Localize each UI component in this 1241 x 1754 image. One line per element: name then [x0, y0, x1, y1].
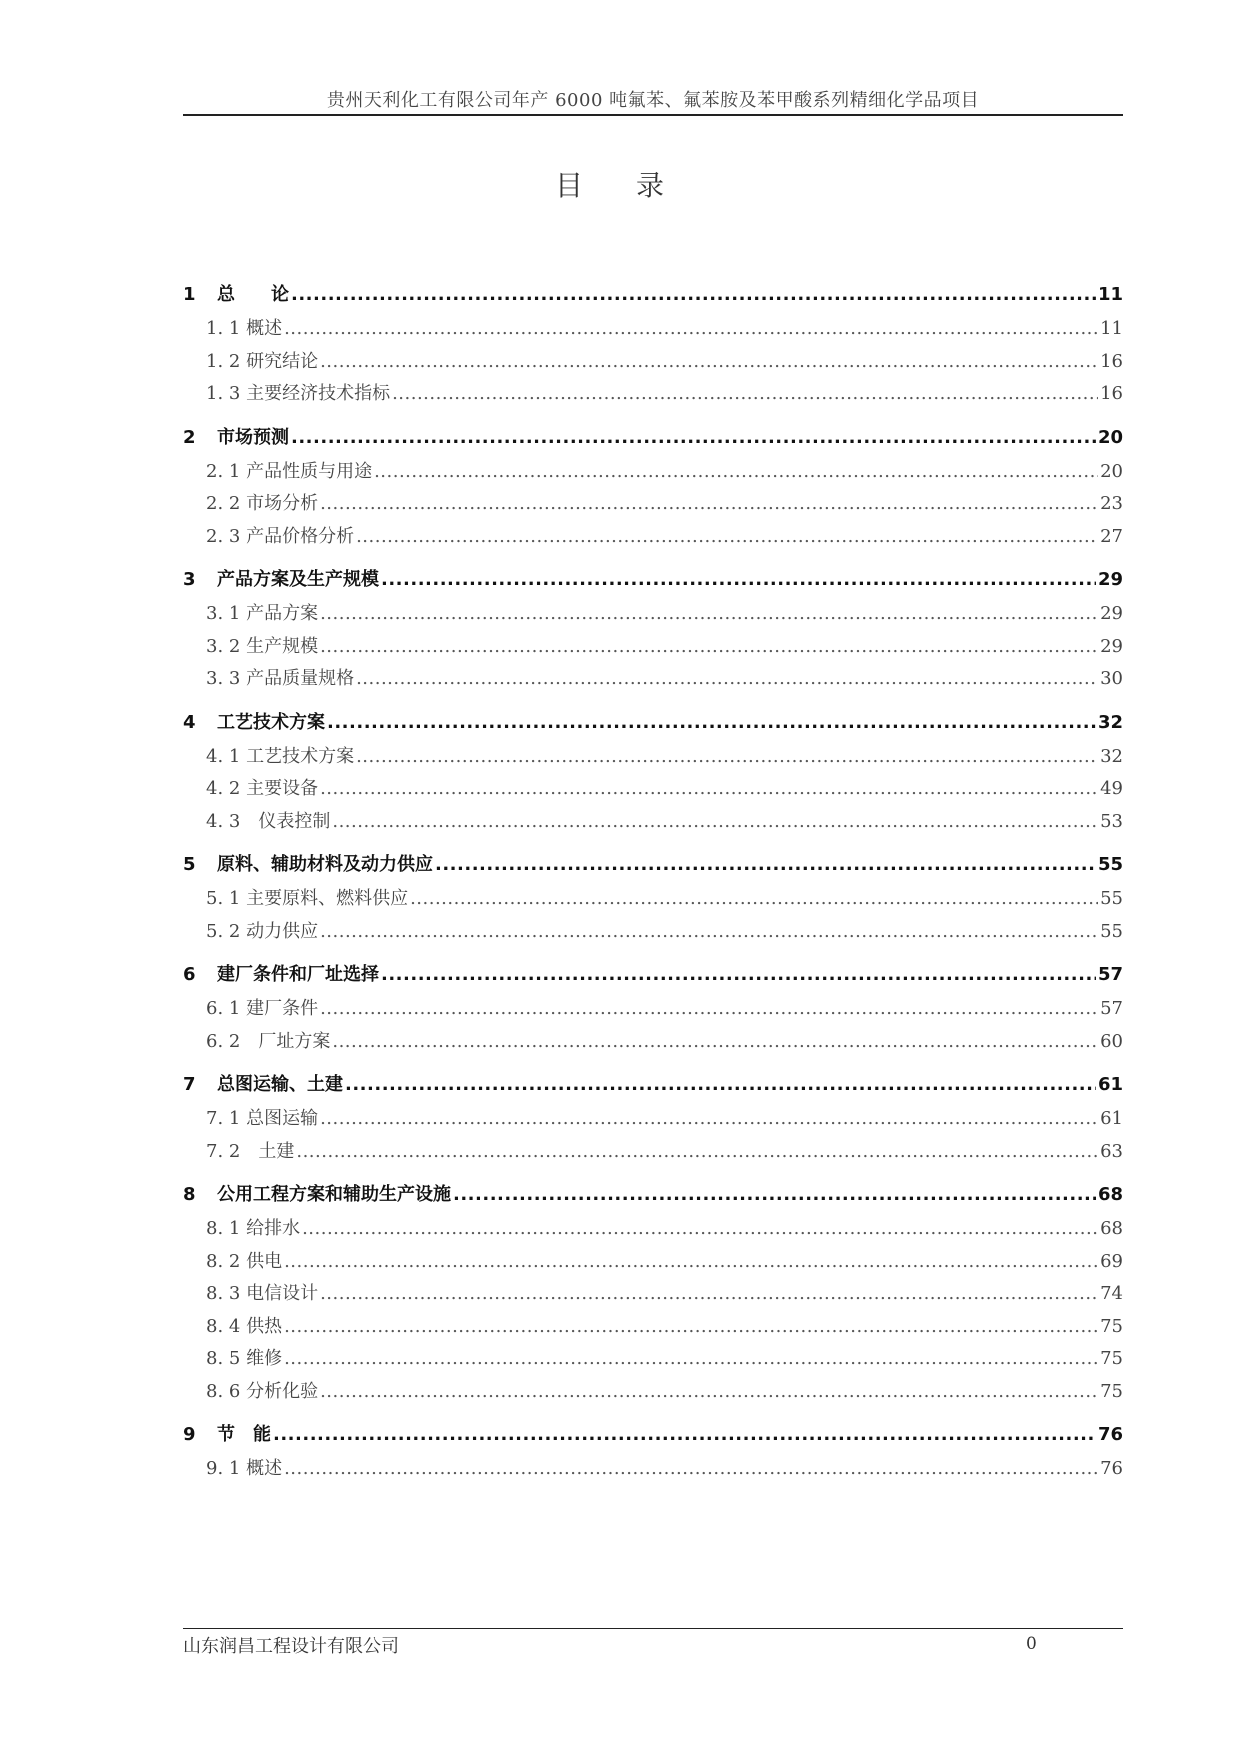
section-page: 16	[1100, 350, 1123, 372]
section-page: 23	[1100, 493, 1123, 514]
section-title: 8. 3 电信设计	[206, 1283, 319, 1304]
section-page: 30	[1100, 668, 1123, 689]
dot-leader	[291, 284, 1096, 305]
section-page: 63	[1100, 1140, 1123, 1162]
toc-section-entry[interactable]	[183, 1344, 1123, 1377]
chapter-title: 总图运输、土建	[217, 1074, 343, 1095]
dot-leader	[332, 1031, 1098, 1052]
chapter-page: 29	[1097, 569, 1123, 590]
dot-leader	[345, 1074, 1096, 1095]
chapter-number: 8	[183, 1184, 196, 1205]
header-rule	[183, 114, 1123, 116]
toc-section-entry[interactable]	[183, 1137, 1123, 1170]
section-page: 49	[1100, 778, 1123, 799]
dot-leader	[320, 1283, 1098, 1304]
toc-section-entry[interactable]	[183, 314, 1123, 347]
chapter-page: 68	[1097, 1184, 1123, 1205]
table-of-contents	[183, 280, 1123, 1487]
section-title: 5. 2 动力供应	[206, 920, 319, 942]
section-title: 8. 4 供热	[206, 1315, 283, 1337]
chapter-page: 76	[1097, 1424, 1123, 1445]
dot-leader	[453, 1184, 1096, 1205]
toc-section-entry[interactable]	[183, 632, 1123, 665]
section-title: 7. 1 总图运输	[206, 1108, 319, 1129]
toc-section-entry[interactable]	[183, 807, 1123, 840]
section-page: 75	[1100, 1315, 1123, 1337]
section-page: 16	[1100, 383, 1123, 404]
section-title: 3. 2 生产规模	[206, 635, 319, 657]
dot-leader	[320, 603, 1098, 624]
toc-section-entry[interactable]	[183, 489, 1123, 522]
toc-chapter-entry[interactable]	[183, 850, 1123, 884]
section-page: 29	[1100, 603, 1123, 624]
dot-leader	[302, 1218, 1098, 1239]
chapter-title: 工艺技术方案	[217, 711, 325, 733]
chapter-title: 原料、辅助材料及动力供应	[217, 854, 433, 875]
section-page: 11	[1100, 318, 1123, 339]
chapter-page: 55	[1097, 854, 1123, 875]
toc-chapter-entry[interactable]	[183, 1070, 1123, 1104]
dot-leader	[273, 1424, 1096, 1445]
section-title: 9. 1 概述	[206, 1458, 283, 1479]
section-page: 55	[1100, 920, 1123, 942]
dot-leader	[356, 668, 1098, 689]
footer-rule	[183, 1628, 1123, 1629]
dot-leader	[374, 461, 1098, 482]
toc-section-entry[interactable]	[183, 379, 1123, 412]
dot-leader	[296, 1141, 1098, 1162]
dot-leader	[320, 778, 1098, 799]
section-page: 55	[1100, 888, 1123, 909]
dot-leader	[332, 811, 1098, 832]
chapter-page: 57	[1097, 964, 1123, 985]
dot-leader	[320, 1108, 1098, 1129]
section-title: 8. 6 分析化验	[206, 1380, 319, 1402]
section-title: 6. 1 建厂条件	[206, 998, 319, 1019]
dot-leader	[435, 854, 1096, 875]
dot-leader	[320, 921, 1098, 942]
section-title: 5. 1 主要原料、燃料供应	[206, 888, 409, 909]
toc-chapter-entry[interactable]	[183, 1180, 1123, 1214]
toc-section-entry[interactable]	[183, 994, 1123, 1027]
chapter-page: 61	[1097, 1074, 1123, 1095]
toc-chapter-entry[interactable]	[183, 565, 1123, 599]
dot-leader	[320, 1381, 1098, 1402]
toc-section-entry[interactable]	[183, 1312, 1123, 1345]
section-page: 68	[1100, 1218, 1123, 1239]
chapter-number: 4	[183, 711, 196, 733]
chapter-number: 2	[183, 426, 196, 448]
dot-leader	[284, 1316, 1098, 1337]
chapter-title: 公用工程方案和辅助生产设施	[217, 1184, 451, 1205]
toc-title: 目 录	[555, 169, 686, 202]
section-page: 74	[1100, 1283, 1123, 1304]
section-title: 3. 3 产品质量规格	[206, 668, 355, 689]
dot-leader	[392, 383, 1098, 404]
chapter-number: 1	[183, 284, 196, 305]
dot-leader	[320, 493, 1098, 514]
dot-leader	[320, 998, 1098, 1019]
section-title: 2. 2 市场分析	[206, 493, 319, 514]
toc-chapter-entry[interactable]	[183, 1420, 1123, 1454]
section-page: 27	[1100, 525, 1123, 547]
section-title: 8. 1 给排水	[206, 1218, 301, 1239]
toc-section-entry[interactable]	[183, 1454, 1123, 1487]
toc-section-entry[interactable]	[183, 917, 1123, 950]
dot-leader	[327, 712, 1096, 733]
toc-section-entry[interactable]	[183, 522, 1123, 555]
running-header: 贵州天利化工有限公司年产 6000 吨氟苯、氟苯胺及苯甲酸系列精细化学品项目	[326, 90, 980, 111]
toc-section-entry[interactable]	[183, 1377, 1123, 1410]
section-title: 2. 3 产品价格分析	[206, 525, 355, 547]
toc-section-entry[interactable]	[183, 1247, 1123, 1280]
section-page: 75	[1100, 1380, 1123, 1402]
toc-section-entry[interactable]	[183, 884, 1123, 917]
section-page: 76	[1100, 1458, 1123, 1479]
toc-section-entry[interactable]	[183, 599, 1123, 632]
toc-chapter-entry[interactable]	[183, 423, 1123, 457]
chapter-title: 产品方案及生产规模	[217, 569, 379, 590]
section-title: 4. 2 主要设备	[206, 778, 319, 799]
chapter-page: 11	[1097, 284, 1123, 305]
chapter-title: 建厂条件和厂址选择	[217, 964, 379, 985]
chapter-title: 总 论	[217, 284, 289, 305]
chapter-number: 5	[183, 854, 196, 875]
toc-chapter-entry[interactable]	[183, 280, 1123, 314]
section-title: 4. 3 仪表控制	[206, 810, 331, 832]
chapter-number: 7	[183, 1074, 196, 1095]
section-title: 2. 1 产品性质与用途	[206, 460, 373, 482]
dot-leader	[410, 888, 1098, 909]
toc-section-entry[interactable]	[183, 742, 1123, 775]
section-page: 20	[1100, 460, 1123, 482]
chapter-number: 3	[183, 569, 196, 590]
section-title: 8. 5 维修	[206, 1348, 283, 1369]
toc-section-entry[interactable]	[183, 347, 1123, 380]
chapter-page: 20	[1097, 426, 1123, 448]
toc-section-entry[interactable]	[183, 664, 1123, 697]
section-title: 3. 1 产品方案	[206, 603, 319, 624]
dot-leader	[320, 351, 1098, 372]
section-title: 1. 3 主要经济技术指标	[206, 383, 391, 404]
toc-section-entry[interactable]	[183, 1214, 1123, 1247]
chapter-page: 32	[1097, 711, 1123, 733]
section-page: 57	[1100, 998, 1123, 1019]
toc-section-entry[interactable]	[183, 457, 1123, 490]
toc-chapter-entry[interactable]	[183, 960, 1123, 994]
section-page: 60	[1100, 1030, 1123, 1052]
section-page: 61	[1100, 1108, 1123, 1129]
chapter-title: 市场预测	[217, 426, 289, 448]
dot-leader	[356, 746, 1098, 767]
dot-leader	[284, 318, 1098, 339]
footer-company: 山东润昌工程设计有限公司	[183, 1636, 399, 1657]
chapter-number: 6	[183, 964, 196, 985]
dot-leader	[320, 636, 1098, 657]
toc-section-entry[interactable]	[183, 1279, 1123, 1312]
chapter-title: 节 能	[217, 1424, 271, 1445]
toc-section-entry[interactable]	[183, 1027, 1123, 1060]
section-page: 69	[1100, 1250, 1123, 1272]
section-title: 6. 2 厂址方案	[206, 1030, 331, 1052]
section-title: 7. 2 土建	[206, 1140, 295, 1162]
toc-section-entry[interactable]	[183, 1104, 1123, 1137]
section-title: 4. 1 工艺技术方案	[206, 745, 355, 767]
section-title: 1. 1 概述	[206, 318, 283, 339]
dot-leader	[284, 1251, 1098, 1272]
dot-leader	[284, 1458, 1098, 1479]
section-title: 1. 2 研究结论	[206, 350, 319, 372]
chapter-number: 9	[183, 1424, 196, 1445]
toc-chapter-entry[interactable]	[183, 708, 1123, 742]
section-page: 32	[1100, 745, 1123, 767]
dot-leader	[356, 526, 1098, 547]
section-page: 75	[1100, 1348, 1123, 1369]
dot-leader	[291, 427, 1096, 448]
toc-section-entry[interactable]	[183, 774, 1123, 807]
dot-leader	[381, 964, 1096, 985]
dot-leader	[381, 569, 1096, 590]
footer-page-number: 0	[1026, 1634, 1037, 1654]
section-page: 53	[1100, 810, 1123, 832]
section-title: 8. 2 供电	[206, 1250, 283, 1272]
dot-leader	[284, 1348, 1098, 1369]
section-page: 29	[1100, 635, 1123, 657]
